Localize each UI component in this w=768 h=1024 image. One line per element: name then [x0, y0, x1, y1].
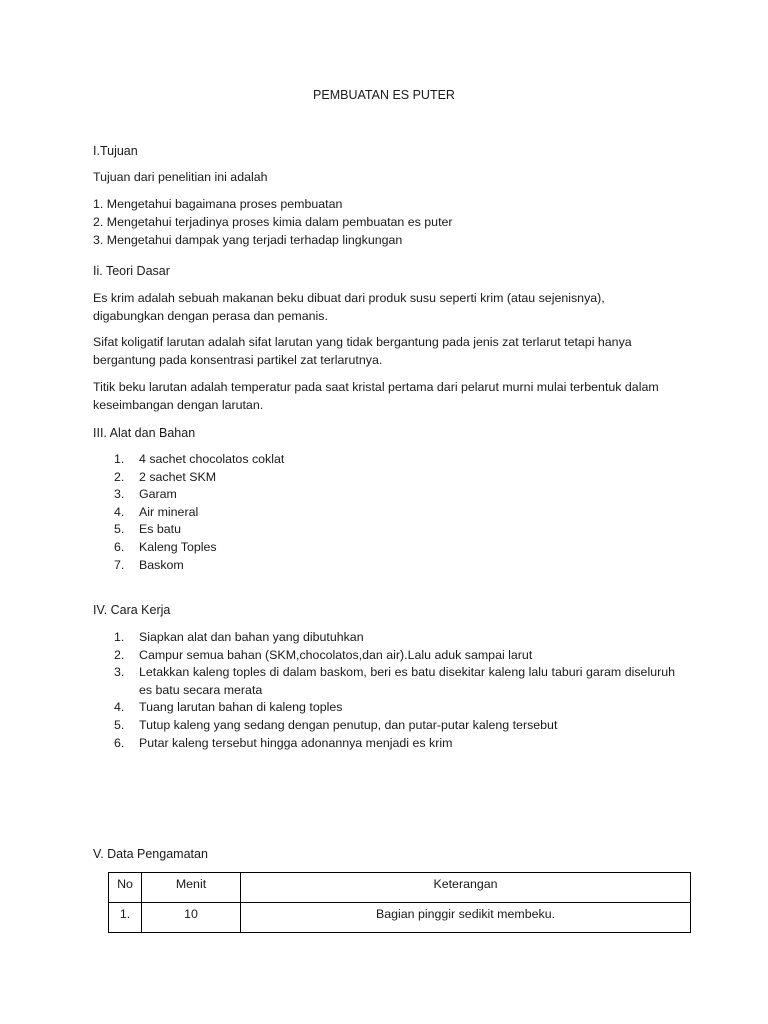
column-header-menit: Menit: [142, 873, 241, 903]
observation-table: [108, 872, 691, 933]
cell-keterangan: Bagian pinggir sedikit membeku.: [241, 903, 691, 933]
teori-paragraph-1: Es krim adalah sebuah makanan beku dibuat dari produk susu seperti krim (atau sejenisnya), digabungkan dengan perasa dan pemanis.: [93, 291, 605, 323]
cell-no: 1.: [109, 903, 142, 933]
teori-paragraph-2: Sifat koligatif larutan adalah sifat larutan yang tidak bergantung pada jenis zat terlarut tetapi hanya bergantung pada konsentrasi partikel zat terlarutnya.: [93, 335, 632, 367]
cara-kerja-list: [93, 629, 675, 752]
list-item: 2. Campur semua bahan (SKM,chocolatos,dan air).Lalu aduk sampai larut: [114, 647, 533, 662]
column-header-no: No: [109, 873, 142, 903]
section-cara-kerja-heading: IV. Cara Kerja: [93, 603, 171, 617]
list-item: 1. 4 sachet chocolatos coklat: [114, 452, 285, 466]
column-header-keterangan: Keterangan: [241, 873, 691, 903]
section-tujuan-heading: I.Tujuan: [93, 144, 138, 158]
table-header-row: [109, 873, 691, 903]
table-row: [109, 903, 691, 933]
alat-list: [93, 451, 675, 574]
list-item: 6. Kaleng Toples: [114, 539, 217, 554]
list-item: 6. Putar kaleng tersebut hingga adonannya menjadi es krim: [114, 735, 453, 750]
section-data-heading: V. Data Pengamatan: [93, 847, 208, 861]
cell-menit: 10: [142, 903, 241, 933]
section-tujuan-intro: Tujuan dari penelitian ini adalah: [93, 170, 268, 184]
list-item: 1. Mengetahui bagaimana proses pembuatan: [93, 197, 343, 211]
list-item: 3. Letakkan kaleng toples di dalam baskom, beri es batu disekitar kaleng lalu taburi garam diseluruh es batu secara merata: [114, 665, 675, 697]
list-item: 3. Mengetahui dampak yang terjadi terhadap lingkungan: [93, 233, 403, 247]
tujuan-list: [93, 195, 675, 249]
list-item: 1. Siapkan alat dan bahan yang dibutuhkan: [114, 630, 364, 644]
teori-paragraph-3: Titik beku larutan adalah temperatur pada saat kristal pertama dari pelarut murni mulai terbentuk dalam keseimbangan dengan larutan.: [93, 380, 659, 412]
list-item: 4. Air mineral: [114, 504, 199, 519]
section-alat-heading: III. Alat dan Bahan: [93, 426, 196, 440]
list-item: 4. Tuang larutan bahan di kaleng toples: [114, 700, 343, 715]
section-teori-heading: Ii. Teori Dasar: [93, 264, 170, 278]
list-item: 7. Baskom: [114, 557, 184, 572]
document-title: PEMBUATAN ES PUTER: [313, 88, 455, 102]
list-item: 5. Tutup kaleng yang sedang dengan penutup, dan putar-putar kaleng tersebut: [114, 717, 558, 732]
list-item: 2. 2 sachet SKM: [114, 469, 217, 484]
list-item: 5. Es batu: [114, 522, 182, 537]
list-item: 2. Mengetahui terjadinya proses kimia dalam pembuatan es puter: [93, 215, 453, 229]
list-item: 3. Garam: [114, 487, 177, 502]
